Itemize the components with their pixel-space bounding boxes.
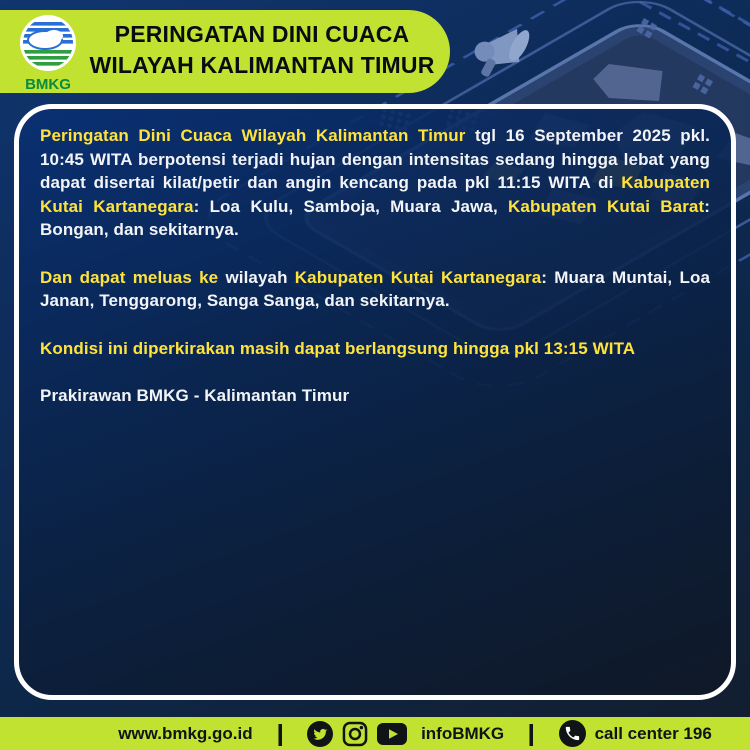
- body-text: tgl 16 September 2025 pkl. 10:45 WITA berpotensi terjadi hujan dengan intensitas sedang hingga lebat yang dapat disertai kilat/petir dan angin kencang pada pkl 11:15 WITA di: [40, 126, 710, 192]
- megaphone-icon: [470, 20, 534, 84]
- social-handle-label: infoBMKG: [421, 723, 505, 743]
- footer-separator: |: [275, 720, 284, 746]
- body-text: : Loa Kulu, Samboja, Muara Jawa,: [193, 196, 509, 216]
- body-text: : Bongan, dan sekitarnya.: [40, 196, 710, 239]
- warning-text: [40, 124, 710, 408]
- highlighted-text: Kabupaten Kutai Kartanegara: [294, 267, 542, 287]
- body-text: wilayah: [218, 267, 295, 287]
- bmkg-logo-label: BMKG: [25, 76, 71, 93]
- highlighted-text: Kondisi ini diperkirakan masih dapat berlangsung hingga pkl 13:15 WITA: [40, 338, 636, 358]
- warning-paragraph: [40, 124, 710, 242]
- title-line-1: PERINGATAN DINI CUACA: [114, 21, 410, 47]
- footer-separator: |: [527, 720, 536, 746]
- highlighted-text: Kabupaten Kutai Barat: [508, 196, 705, 216]
- footer-bar: [0, 717, 750, 750]
- youtube-icon: [377, 723, 407, 745]
- bmkg-logo: [14, 13, 84, 93]
- social-media-group: [307, 721, 504, 747]
- warning-paragraph: [40, 337, 710, 361]
- page-title: [76, 19, 448, 81]
- footer-content: [118, 720, 712, 747]
- header-banner: [0, 10, 450, 93]
- title-line-2: WILAYAH KALIMANTAN TIMUR: [89, 52, 435, 78]
- twitter-icon: [307, 721, 333, 747]
- call-center-group: [559, 720, 712, 747]
- highlighted-text: Kabupaten Kutai Kartanegara: [40, 173, 710, 216]
- instagram-icon: [342, 721, 368, 747]
- warning-paragraph: [40, 384, 710, 408]
- warning-card: [14, 104, 736, 700]
- body-text: Prakirawan BMKG - Kalimantan Timur: [40, 386, 350, 405]
- body-text: : Muara Muntai, Loa Janan, Tenggarong, Sanga Sanga, dan sekitarnya.: [40, 267, 710, 310]
- highlighted-text: Peringatan Dini Cuaca Wilayah Kalimantan Timur: [40, 126, 466, 145]
- phone-icon: [559, 720, 586, 747]
- call-center-label: call center 196: [594, 723, 712, 743]
- highlighted-text: Dan dapat meluas ke: [40, 267, 219, 287]
- warning-paragraph: [40, 266, 710, 313]
- website-label: www.bmkg.go.id: [118, 723, 253, 743]
